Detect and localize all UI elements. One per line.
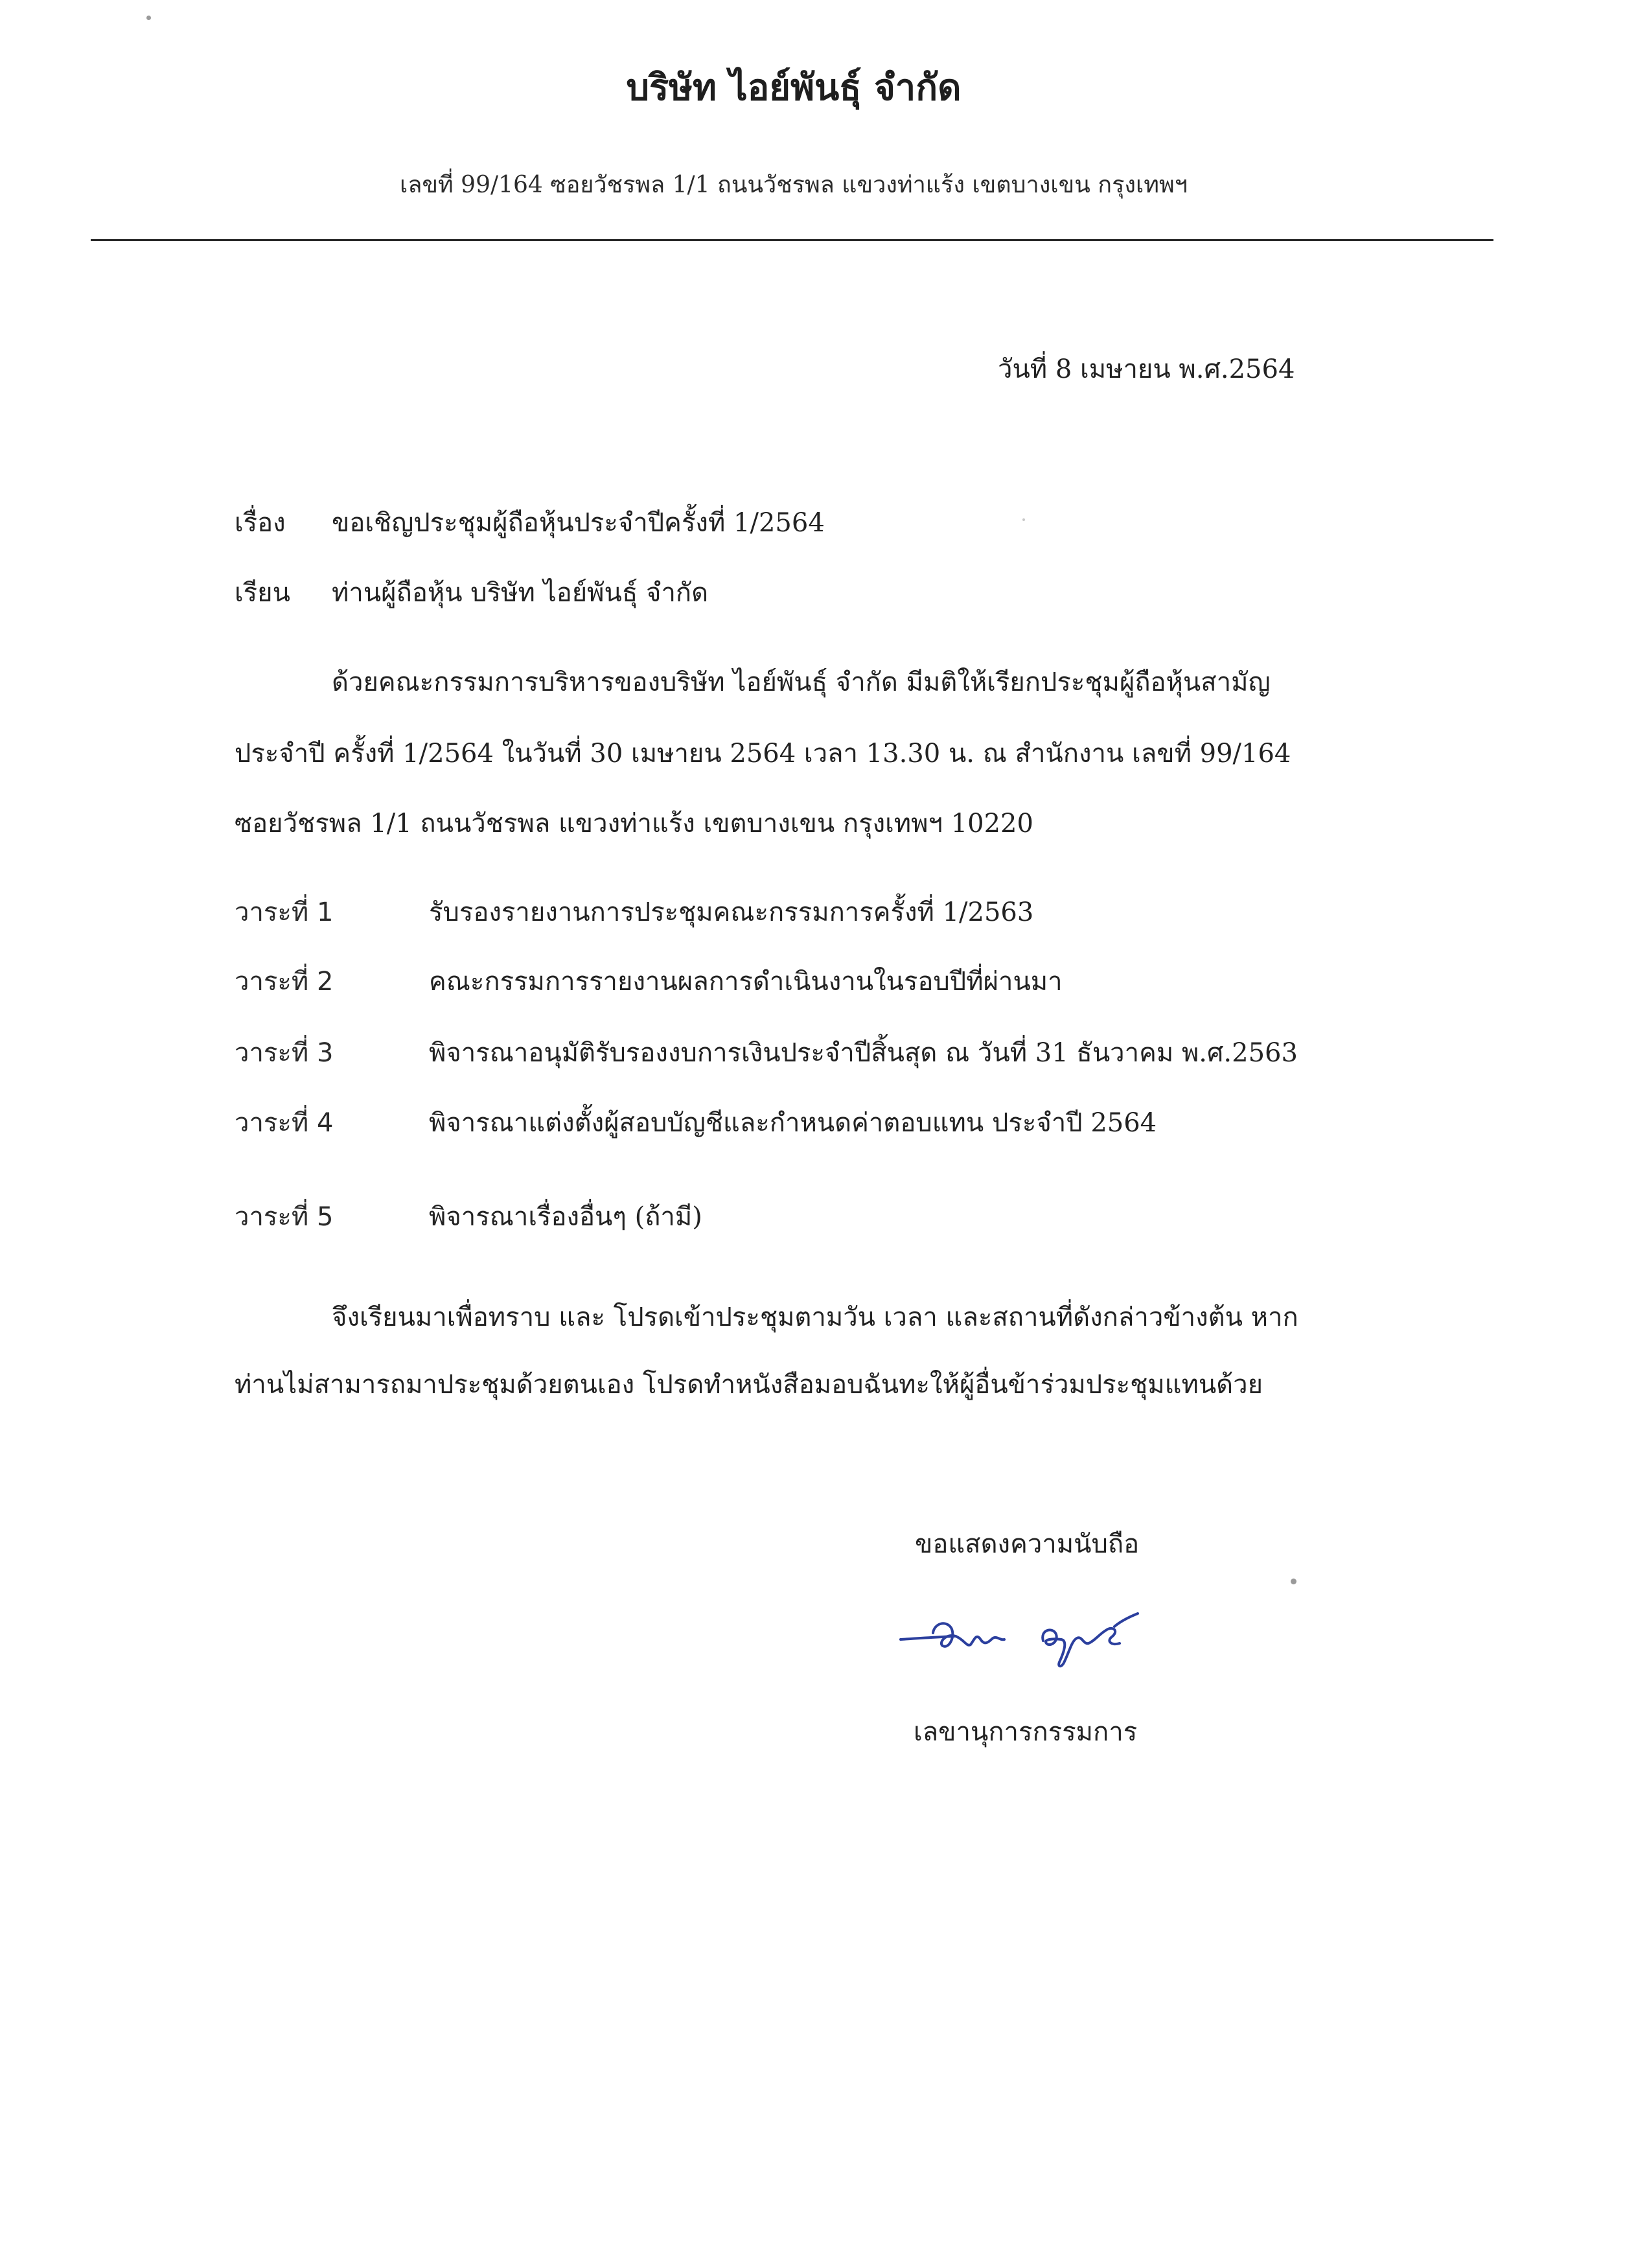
recipient-label: เรียน xyxy=(235,578,290,608)
letter-date: วันที่ 8 เมษายน พ.ศ.2564 xyxy=(998,354,1295,384)
agenda-label-3: วาระที่ 3 xyxy=(235,1038,334,1068)
handwritten-signature xyxy=(894,1601,1166,1678)
scan-speck xyxy=(1022,518,1025,521)
closing-salutation: ขอแสดงความนับถือ xyxy=(915,1529,1140,1559)
agenda-label-4: วาระที่ 4 xyxy=(235,1108,334,1138)
body-paragraph-line: ด้วยคณะกรรมการบริหารของบริษัท ไอย์พันธุ์ จำกัด มีมติให้เรียกประชุมผู้ถือหุ้นสามัญ xyxy=(332,667,1271,697)
agenda-text-2: คณะกรรมการรายงานผลการดำเนินงานในรอบปีที่ผ่านมา xyxy=(429,967,1063,997)
scan-speck xyxy=(1291,1579,1296,1584)
agenda-label-5: วาระที่ 5 xyxy=(235,1202,334,1232)
signature-strokes xyxy=(901,1614,1138,1666)
signatory-title: เลขานุการกรรมการ xyxy=(914,1717,1138,1747)
agenda-text-3: พิจารณาอนุมัติรับรองงบการเงินประจำปีสิ้นสุด ณ วันที่ 31 ธันวาคม พ.ศ.2563 xyxy=(429,1038,1298,1068)
header-divider xyxy=(91,239,1493,241)
recipient-text: ท่านผู้ถือหุ้น บริษัท ไอย์พันธุ์ จำกัด xyxy=(332,578,709,608)
subject-label: เรื่อง xyxy=(235,508,286,538)
company-name: บริษัท ไอย์พันธุ์ จำกัด xyxy=(626,66,962,109)
agenda-label-2: วาระที่ 2 xyxy=(235,967,334,997)
agenda-text-4: พิจารณาแต่งตั้งผู้สอบบัญชีและกำหนดค่าตอบแทน ประจำปี 2564 xyxy=(429,1108,1157,1138)
body-paragraph-line: ซอยวัชรพล 1/1 ถนนวัชรพล แขวงท่าแร้ง เขตบางเขน กรุงเทพฯ 10220 xyxy=(235,809,1033,839)
body-paragraph-line: ประจำปี ครั้งที่ 1/2564 ในวันที่ 30 เมษายน 2564 เวลา 13.30 น. ณ สำนักงาน เลขที่ 99/164 xyxy=(235,739,1291,769)
conclusion-line: จึงเรียนมาเพื่อทราบ และ โปรดเข้าประชุมตามวัน เวลา และสถานที่ดังกล่าวข้างต้น หาก xyxy=(332,1302,1298,1332)
agenda-text-5: พิจารณาเรื่องอื่นๆ (ถ้ามี) xyxy=(429,1202,702,1232)
conclusion-line: ท่านไม่สามารถมาประชุมด้วยตนเอง โปรดทำหนังสือมอบฉันทะให้ผู้อื่นข้าร่วมประชุมแทนด้วย xyxy=(235,1370,1263,1400)
agenda-text-1: รับรองรายงานการประชุมคณะกรรมการครั้งที่ 1/2563 xyxy=(429,897,1034,927)
scan-speck xyxy=(146,16,151,20)
agenda-label-1: วาระที่ 1 xyxy=(235,897,334,927)
company-address: เลขที่ 99/164 ซอยวัชรพล 1/1 ถนนวัชรพล แขวงท่าแร้ง เขตบางเขน กรุงเทพฯ xyxy=(400,172,1188,198)
subject-text: ขอเชิญประชุมผู้ถือหุ้นประจำปีครั้งที่ 1/2564 xyxy=(332,508,825,538)
